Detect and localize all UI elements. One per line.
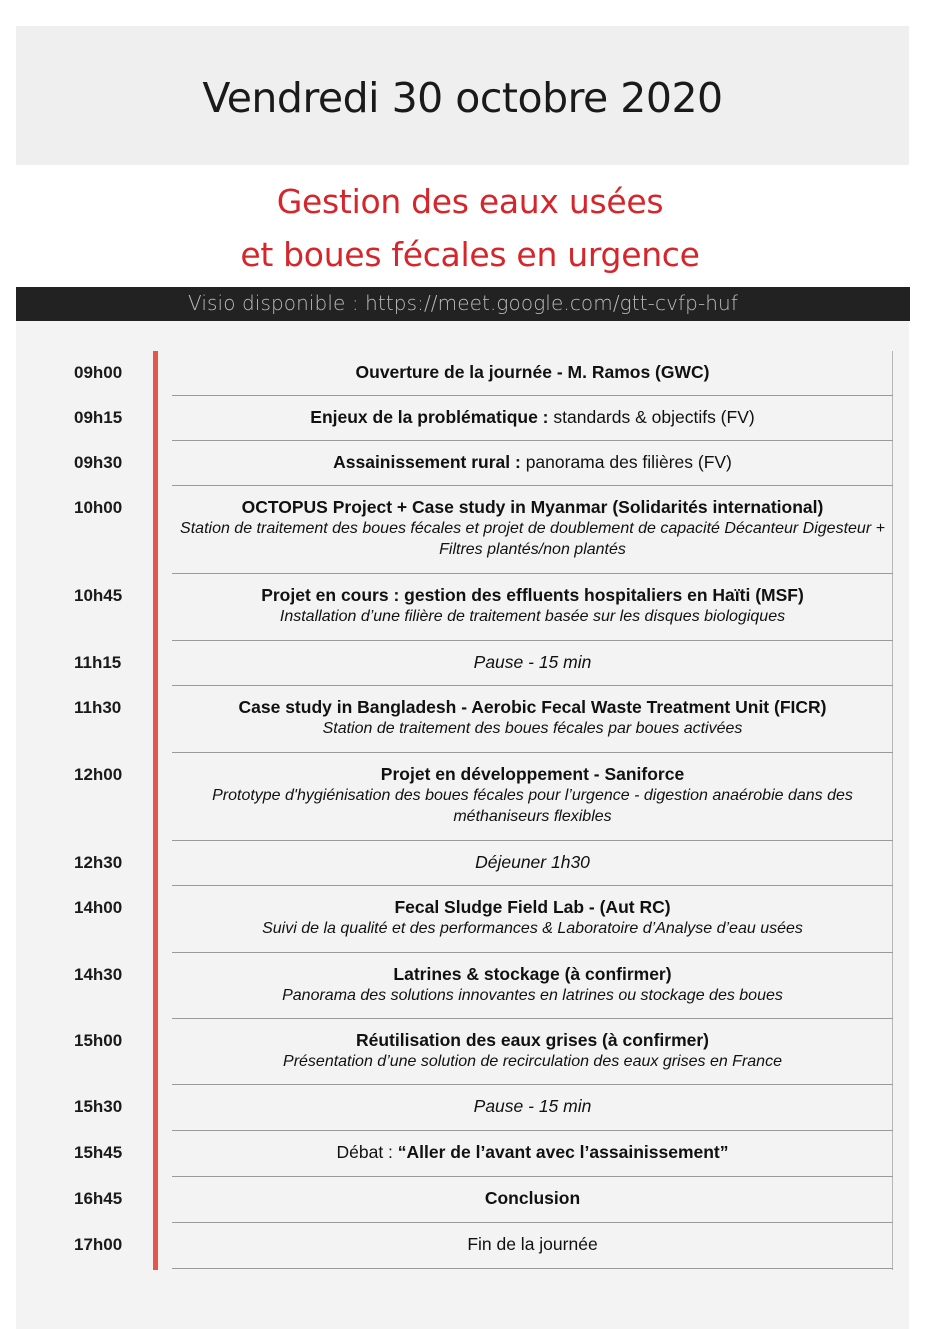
- session-content: [172, 841, 893, 886]
- session-description: Installation d’une filière de traitement basée sur les disques biologiques: [279, 608, 786, 625]
- session-content: [172, 1177, 893, 1223]
- session-content: [172, 1085, 893, 1131]
- session-time: 15h30: [74, 1097, 123, 1116]
- session-time: 09h30: [74, 453, 123, 472]
- schedule-row: [0, 1019, 940, 1085]
- break-label: Pause - 15 min: [473, 1096, 592, 1116]
- session-title: Conclusion: [484, 1188, 581, 1208]
- session-content: [172, 753, 893, 841]
- session-title: OCTOPUS Project + Case study in Myanmar (Solidarités international): [241, 497, 824, 517]
- session-subject: standards & objectifs (FV): [548, 407, 755, 427]
- session-content: [172, 396, 893, 441]
- schedule-row: [0, 753, 940, 841]
- session-description: Prototype d'hygiénisation des boues fécales pour l’urgence - digestion anaérobie dans des méthaniseurs flexibles: [212, 787, 853, 825]
- session-description: Station de traitement des boues fécales par boues activées: [322, 720, 743, 737]
- session-title: Projet en développement - Saniforce: [380, 764, 685, 784]
- session-time: 14h00: [74, 898, 123, 917]
- session-title: Latrines & stockage (à confirmer): [393, 964, 672, 984]
- session-time: 11h30: [74, 698, 122, 717]
- schedule-row: [0, 351, 940, 396]
- session-title: “Aller de l’avant avec l’assainissement”: [397, 1142, 729, 1162]
- session-content: [172, 953, 893, 1019]
- session-content: [172, 641, 893, 686]
- session-time: 12h00: [74, 765, 123, 784]
- session-title: Réutilisation des eaux grises (à confirmer): [355, 1030, 710, 1050]
- subtitle-line-2: et boues fécales en urgence: [240, 235, 700, 274]
- session-title: Assainissement rural :: [333, 452, 521, 472]
- session-time: 14h30: [74, 965, 123, 984]
- session-title: Enjeux de la problématique :: [310, 407, 549, 427]
- schedule-row: [0, 1131, 940, 1177]
- session-time: 10h45: [74, 586, 123, 605]
- schedule-row: [0, 1223, 940, 1269]
- session-time: 11h15: [74, 653, 122, 672]
- visio-link-bar[interactable]: Visio disponible : https://meet.google.com/gtt-cvfp-huf: [16, 287, 910, 321]
- break-label: Déjeuner 1h30: [475, 852, 590, 872]
- session-title: Projet en cours : gestion des effluents hospitaliers en Haïti (MSF): [261, 585, 804, 605]
- session-time: 15h45: [74, 1143, 123, 1162]
- subtitle-line-1: Gestion des eaux usées: [276, 182, 664, 221]
- session-content: [172, 486, 893, 574]
- session-time: 12h30: [74, 853, 123, 872]
- session-title: Fecal Sludge Field Lab - (Aut RC): [394, 897, 671, 917]
- session-content: [172, 1223, 893, 1269]
- session-description: Suivi de la qualité et des performances & Laboratoire d’Analyse d’eau usées: [262, 920, 803, 937]
- session-description: Panorama des solutions innovantes en latrines ou stockage des boues: [282, 987, 783, 1004]
- schedule-row: [0, 641, 940, 686]
- session-content: [172, 1131, 893, 1177]
- session-content: [172, 686, 893, 753]
- schedule-row: [0, 574, 940, 641]
- session-description: Présentation d’une solution de recirculation des eaux grises en France: [283, 1053, 782, 1070]
- session-time: 17h00: [74, 1235, 123, 1254]
- schedule-row: [0, 396, 940, 441]
- break-label: Pause - 15 min: [473, 652, 592, 672]
- debate-prefix: Débat :: [336, 1142, 398, 1162]
- session-content: [172, 886, 893, 953]
- session-subject: panorama des filières (FV): [520, 452, 732, 472]
- schedule-row: [0, 486, 940, 574]
- schedule-row: [0, 1177, 940, 1223]
- session-content: [172, 351, 893, 396]
- session-time: 15h00: [74, 1031, 123, 1050]
- session-content: [172, 574, 893, 641]
- page-title: Vendredi 30 octobre 2020: [202, 74, 723, 122]
- schedule-row: [0, 1085, 940, 1131]
- session-title: Fin de la journée: [467, 1234, 598, 1254]
- session-content: [172, 1019, 893, 1085]
- schedule-row: [0, 886, 940, 953]
- session-content: [172, 441, 893, 486]
- session-title: Case study in Bangladesh - Aerobic Fecal Waste Treatment Unit (FICR): [238, 697, 827, 717]
- session-time: 09h00: [74, 363, 123, 382]
- session-title: Ouverture de la journée - M. Ramos (GWC): [355, 362, 710, 382]
- schedule-row: [0, 686, 940, 753]
- session-time: 16h45: [74, 1189, 123, 1208]
- schedule-row: [0, 953, 940, 1019]
- schedule-row: [0, 441, 940, 486]
- schedule-row: [0, 841, 940, 886]
- session-time: 09h15: [74, 408, 123, 427]
- session-description: Station de traitement des boues fécales et projet de doublement de capacité Décanteur Digesteur + Filtres plantés/non plantés: [180, 520, 885, 558]
- session-time: 10h00: [74, 498, 123, 517]
